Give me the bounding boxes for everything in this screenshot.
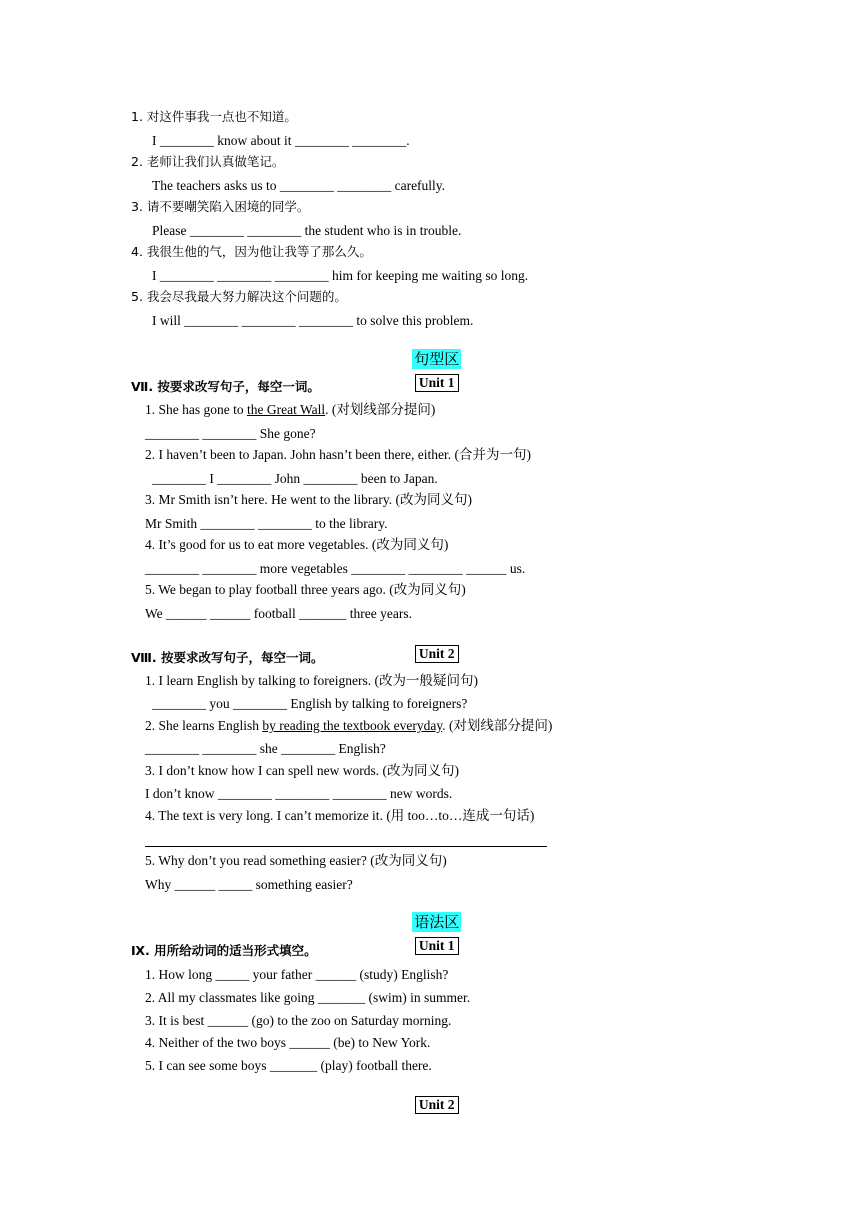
- sec9-item-4: 4. Neither of the two boys ______ (be) to New York.: [145, 1035, 431, 1050]
- sec7-q1-text: 1. She has gone to: [145, 402, 247, 417]
- sec8-q2-underlined: by reading the textbook everyday: [262, 718, 443, 733]
- unit-label: Unit 1: [415, 937, 459, 955]
- translation-q5-cn: 5. 我会尽我最大努力解决这个问题的。: [131, 289, 347, 304]
- translation-q5-en: I will ________ ________ ________ to solve this problem.: [152, 313, 474, 328]
- sec9-item-1: 1. How long _____ your father ______ (study) English?: [145, 967, 449, 982]
- translation-q4-en: I ________ ________ ________ him for keeping me waiting so long.: [152, 268, 529, 283]
- sec7-q2: 2. I haven’t been to Japan. John hasn’t been there, either. (合并为一句): [145, 447, 532, 462]
- sec7-q3: 3. Mr Smith isn’t here. He went to the library. (改为同义句): [145, 492, 472, 507]
- sec7-q1: [145, 401, 435, 419]
- sec7-q5: 5. We began to play football three years ago. (改为同义句): [145, 582, 466, 597]
- sec8-q4: 4. The text is very long. I can’t memorize it. (用 too…to…连成一句话): [145, 808, 535, 823]
- section-7-title: Ⅶ. 按要求改写句子，每空一词。: [131, 379, 320, 394]
- sec8-q5-answer: Why ______ _____ something easier?: [145, 877, 353, 892]
- zone-label-grammar: 语法区: [414, 913, 460, 931]
- unit-label: Unit 2: [415, 645, 459, 663]
- sec8-q2-instruction: . (对划线部分提问): [442, 718, 553, 733]
- sec9-item-5: 5. I can see some boys _______ (play) football there.: [145, 1058, 432, 1073]
- unit-header-2b: [0, 1078, 860, 1132]
- translation-q3-cn: 3. 请不要嘲笑陷入困境的同学。: [131, 199, 310, 214]
- unit-label: Unit 1: [415, 374, 459, 392]
- sec8-q5: 5. Why don’t you read something easier? (改为同义句): [145, 853, 447, 868]
- sec7-q1-underlined: the Great Wall: [247, 402, 326, 417]
- sec8-q2: [145, 717, 552, 735]
- translation-q4-cn: 4. 我很生他的气，因为他让我等了那么久。: [131, 244, 372, 259]
- section-8-title: Ⅷ. 按要求改写句子，每空一词。: [131, 650, 324, 665]
- translation-q1-en: I ________ know about it ________ ________.: [152, 133, 410, 148]
- sec8-q1-answer: ________ you ________ English by talking to foreigners?: [152, 696, 468, 711]
- section-9-title: Ⅸ. 用所给动词的适当形式填空。: [131, 943, 317, 958]
- sec8-q1: 1. I learn English by talking to foreigners. (改为一般疑问句): [145, 673, 478, 688]
- translation-q3-en: Please ________ ________ the student who is in trouble.: [152, 223, 462, 238]
- unit-header-1b: [0, 919, 860, 973]
- sec7-q1-instruction: . (对划线部分提问): [325, 402, 436, 417]
- sec8-q2-text: 2. She learns English: [145, 718, 263, 733]
- sec8-q3-answer: I don’t know ________ ________ ________ new words.: [145, 786, 453, 801]
- sec8-q3: 3. I don’t know how I can spell new words. (改为同义句): [145, 763, 459, 778]
- zone-label-sentence: 句型区: [414, 350, 460, 368]
- sec7-q5-answer: We ______ ______ football _______ three years.: [145, 606, 412, 621]
- sec9-item-3: 3. It is best ______ (go) to the zoo on Saturday morning.: [145, 1013, 452, 1028]
- sec7-q1-answer: ________ ________ She gone?: [145, 426, 316, 441]
- sec9-item-2: 2. All my classmates like going _______ (swim) in summer.: [145, 990, 471, 1005]
- sec7-q2-answer: ________ I ________ John ________ been to Japan.: [152, 471, 438, 486]
- sec8-q2-answer: ________ ________ she ________ English?: [145, 741, 386, 756]
- translation-q1-cn: 1. 对这件事我一点也不知道。: [131, 109, 297, 124]
- translation-q2-en: The teachers asks us to ________ ________ carefully.: [152, 178, 446, 193]
- unit-label: Unit 2: [415, 1096, 459, 1114]
- translation-q2-cn: 2. 老师让我们认真做笔记。: [131, 154, 285, 169]
- sec8-q4-answer-line: [145, 846, 547, 847]
- sec7-q3-answer: Mr Smith ________ ________ to the library.: [145, 516, 388, 531]
- sec7-q4: 4. It’s good for us to eat more vegetables. (改为同义句): [145, 537, 449, 552]
- sec7-q4-answer: ________ ________ more vegetables ________ ________ ______ us.: [145, 561, 526, 576]
